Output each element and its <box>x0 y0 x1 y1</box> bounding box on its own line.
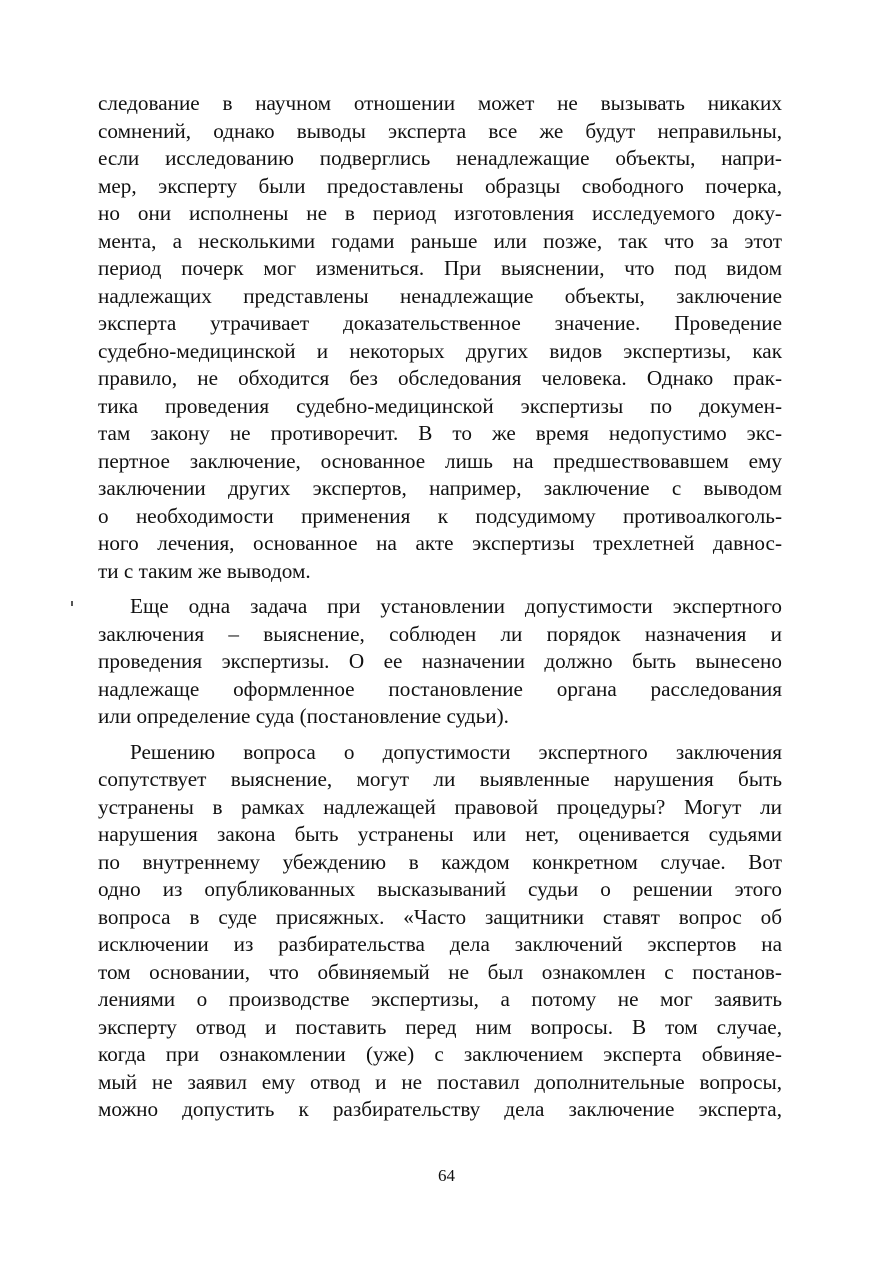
text-line: можно допустить к разбирательству дела заключение эксперта, <box>98 1097 782 1121</box>
text-line: заключения – выяснение, соблюден ли порядок назначения и <box>98 621 782 646</box>
text-line: по внутреннему убеждению в каждом конкретном случае. Вот <box>98 849 782 874</box>
text-line: мый не заявил ему отвод и не поставил дополнительные вопросы, <box>98 1069 782 1094</box>
text-line: Еще одна задача при установлении допустимости экспертного <box>130 594 782 618</box>
text-line: ного лечения, основанное на акте экспертизы трехлетней давнос- <box>98 531 782 555</box>
paragraph <box>98 593 782 731</box>
text-line: но они исполнены не в период изготовления исследуемого доку- <box>98 201 782 225</box>
text-line: период почерк мог измениться. При выяснении, что под видом <box>98 256 782 280</box>
paragraph-gap <box>98 731 782 739</box>
text-line: мер, эксперту были предоставлены образцы свободного почерка, <box>98 173 782 198</box>
text-line: исключении из разбирательства дела заключений экспертов на <box>98 932 782 956</box>
text-line: надлежаще оформленное постановление органа расследования <box>98 676 782 701</box>
text-line: если исследованию подверглись ненадлежащие объекты, напри- <box>98 146 782 170</box>
text-line: нарушения закона быть устранены или нет, оценивается судьями <box>98 822 782 846</box>
text-line: вопроса в суде присяжных. «Часто защитники ставят вопрос об <box>98 904 782 929</box>
paragraph-gap <box>98 585 782 593</box>
text-line: одно из опубликованных высказываний судьи о решении этого <box>98 877 782 901</box>
text-line: лениями о производстве экспертизы, а потому не мог заявить <box>98 987 782 1011</box>
paragraph <box>98 90 782 585</box>
text-line: пертное заключение, основанное лишь на предшествовавшем ему <box>98 448 782 473</box>
text-line: устранены в рамках надлежащей правовой процедуры? Могут ли <box>98 794 782 819</box>
text-line: или определение суда (постановление судьи). <box>98 704 509 728</box>
text-line: когда при ознакомлении (уже) с заключением эксперта обвиняе- <box>98 1042 782 1066</box>
text-line: там закону не противоречит. В то же время недопустимо экс- <box>98 421 782 445</box>
text-line: тика проведения судебно-медицинской экспертизы по докумен- <box>98 393 782 418</box>
text-line: следование в научном отношении может не вызывать никаких <box>98 91 782 115</box>
scan-speck <box>71 601 73 606</box>
body-text <box>98 90 782 1124</box>
text-line: заключении других экспертов, например, заключение с выводом <box>98 476 782 500</box>
text-line: надлежащих представлены ненадлежащие объекты, заключение <box>98 283 782 308</box>
text-line: том основании, что обвиняемый не был ознакомлен с постанов- <box>98 959 782 984</box>
text-line: Решению вопроса о допустимости экспертного заключения <box>130 739 782 764</box>
text-line: о необходимости применения к подсудимому противоалкоголь- <box>98 503 782 528</box>
text-line: ти с таким же выводом. <box>98 558 311 583</box>
text-line: эксперта утрачивает доказательственное значение. Проведение <box>98 311 782 335</box>
text-line: сомнений, однако выводы эксперта все же будут неправильны, <box>98 118 782 143</box>
text-line: правило, не обходится без обследования человека. Однако прак- <box>98 366 782 390</box>
text-line: сопутствует выяснение, могут ли выявленные нарушения быть <box>98 767 782 791</box>
text-line: мента, а несколькими годами раньше или позже, так что за этот <box>98 228 782 253</box>
text-line: эксперту отвод и поставить перед ним вопросы. В том случае, <box>98 1014 782 1039</box>
page-number: 64 <box>438 1166 455 1185</box>
paragraph <box>98 739 782 1124</box>
text-line: проведения экспертизы. О ее назначении должно быть вынесено <box>98 649 782 673</box>
text-line: судебно-медицинской и некоторых других видов экспертизы, как <box>98 338 782 363</box>
